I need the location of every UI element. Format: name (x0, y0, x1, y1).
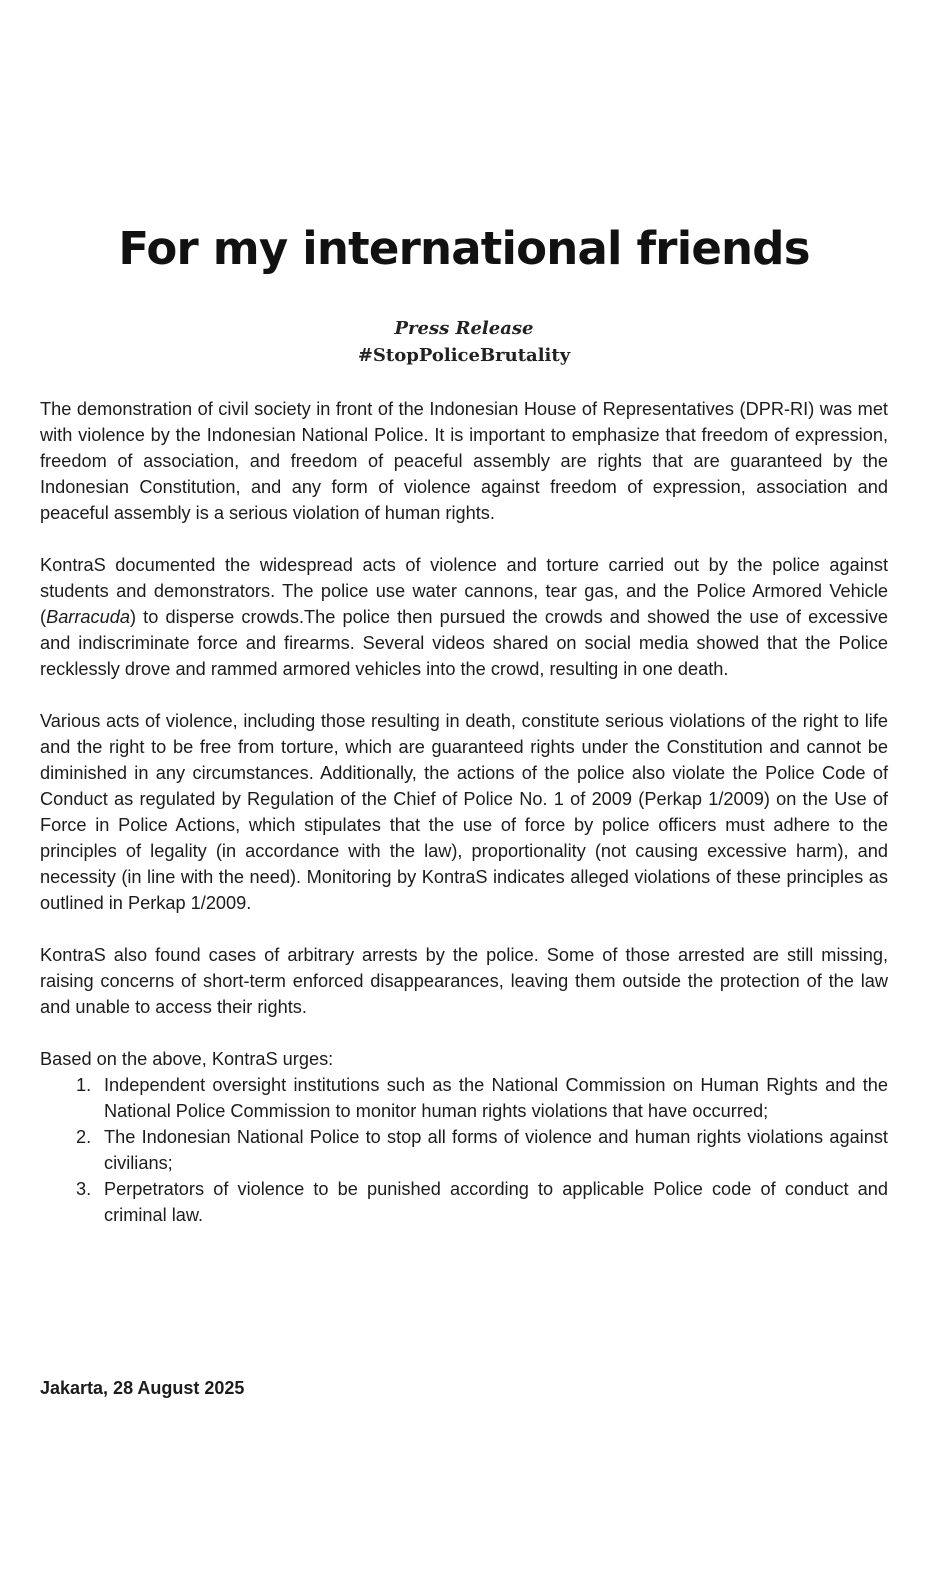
list-number: 1. (76, 1075, 92, 1095)
list-text: Independent oversight institutions such as the National Commission on Human Rights and the National Police Commission to monitor human rights violations that have occurred; (104, 1075, 888, 1121)
hashtag: #StopPoliceBrutality (357, 345, 571, 366)
place-date-signoff: Jakarta, 28 August 2025 (40, 1378, 245, 1398)
list-item (40, 1124, 888, 1176)
vehicle-name: Barracuda (46, 607, 130, 627)
list-number: 3. (76, 1179, 92, 1199)
urges-list (40, 1072, 888, 1228)
release-body (40, 396, 888, 1228)
list-text: The Indonesian National Police to stop all forms of violence and human rights violations against civilians; (104, 1127, 888, 1173)
press-release-label: Press Release (394, 318, 534, 339)
paragraph-violations: Various acts of violence, including those resulting in death, constitute serious violations of the right to life and the right to be free from torture, which are guaranteed rights under the Constitution and cannot be diminished in any circumstances. Additionally, the actions of the police also violate the Police Code of Conduct as regulated by Regulation of the Chief of Police No. 1 of 2009 (Perkap 1/2009) on the Use of Force in Police Actions, which stipulates that the use of force by police officers must adhere to the principles of legality (in accordance with the law), proportionality (not causing excessive harm), and necessity (in line with the need). Monitoring by KontraS indicates alleged violations of these principles as outlined in Perkap 1/2009. (40, 711, 888, 913)
urges-intro: Based on the above, KontraS urges: (40, 1049, 334, 1069)
list-number: 2. (76, 1127, 92, 1147)
paragraph-kontras-documented (40, 552, 888, 682)
list-text: Perpetrators of violence to be punished according to applicable Police code of conduct and criminal law. (104, 1179, 888, 1225)
headline: For my international friends (118, 222, 810, 275)
paragraph-part: ) to disperse crowds.The police then pursued the crowds and showed the use of excessive and indiscriminate force and firearms. Several videos shared on social media showed that the Police recklessly drove and rammed armored vehicles into the crowd, resulting in one death. (40, 607, 888, 679)
paragraph-arrests: KontraS also found cases of arbitrary arrests by the police. Some of those arrested are still missing, raising concerns of short-term enforced disappearances, leaving them outside the protection of the law and unable to access their rights. (40, 945, 888, 1017)
list-item (40, 1176, 888, 1228)
paragraph-part: KontraS documented the widespread acts of violence and torture carried out by the police against students and demonstrators. The police use water cannons, tear gas, and the Police Armored Vehicle ( (40, 555, 888, 627)
list-item (40, 1072, 888, 1124)
paragraph-demonstration: The demonstration of civil society in front of the Indonesian House of Representatives (DPR-RI) was met with violence by the Indonesian National Police. It is important to emphasize that freedom of expression, freedom of association, and freedom of peaceful assembly are rights that are guaranteed by the Indonesian Constitution, and any form of violence against freedom of expression, association and peaceful assembly is a serious violation of human rights. (40, 399, 888, 523)
